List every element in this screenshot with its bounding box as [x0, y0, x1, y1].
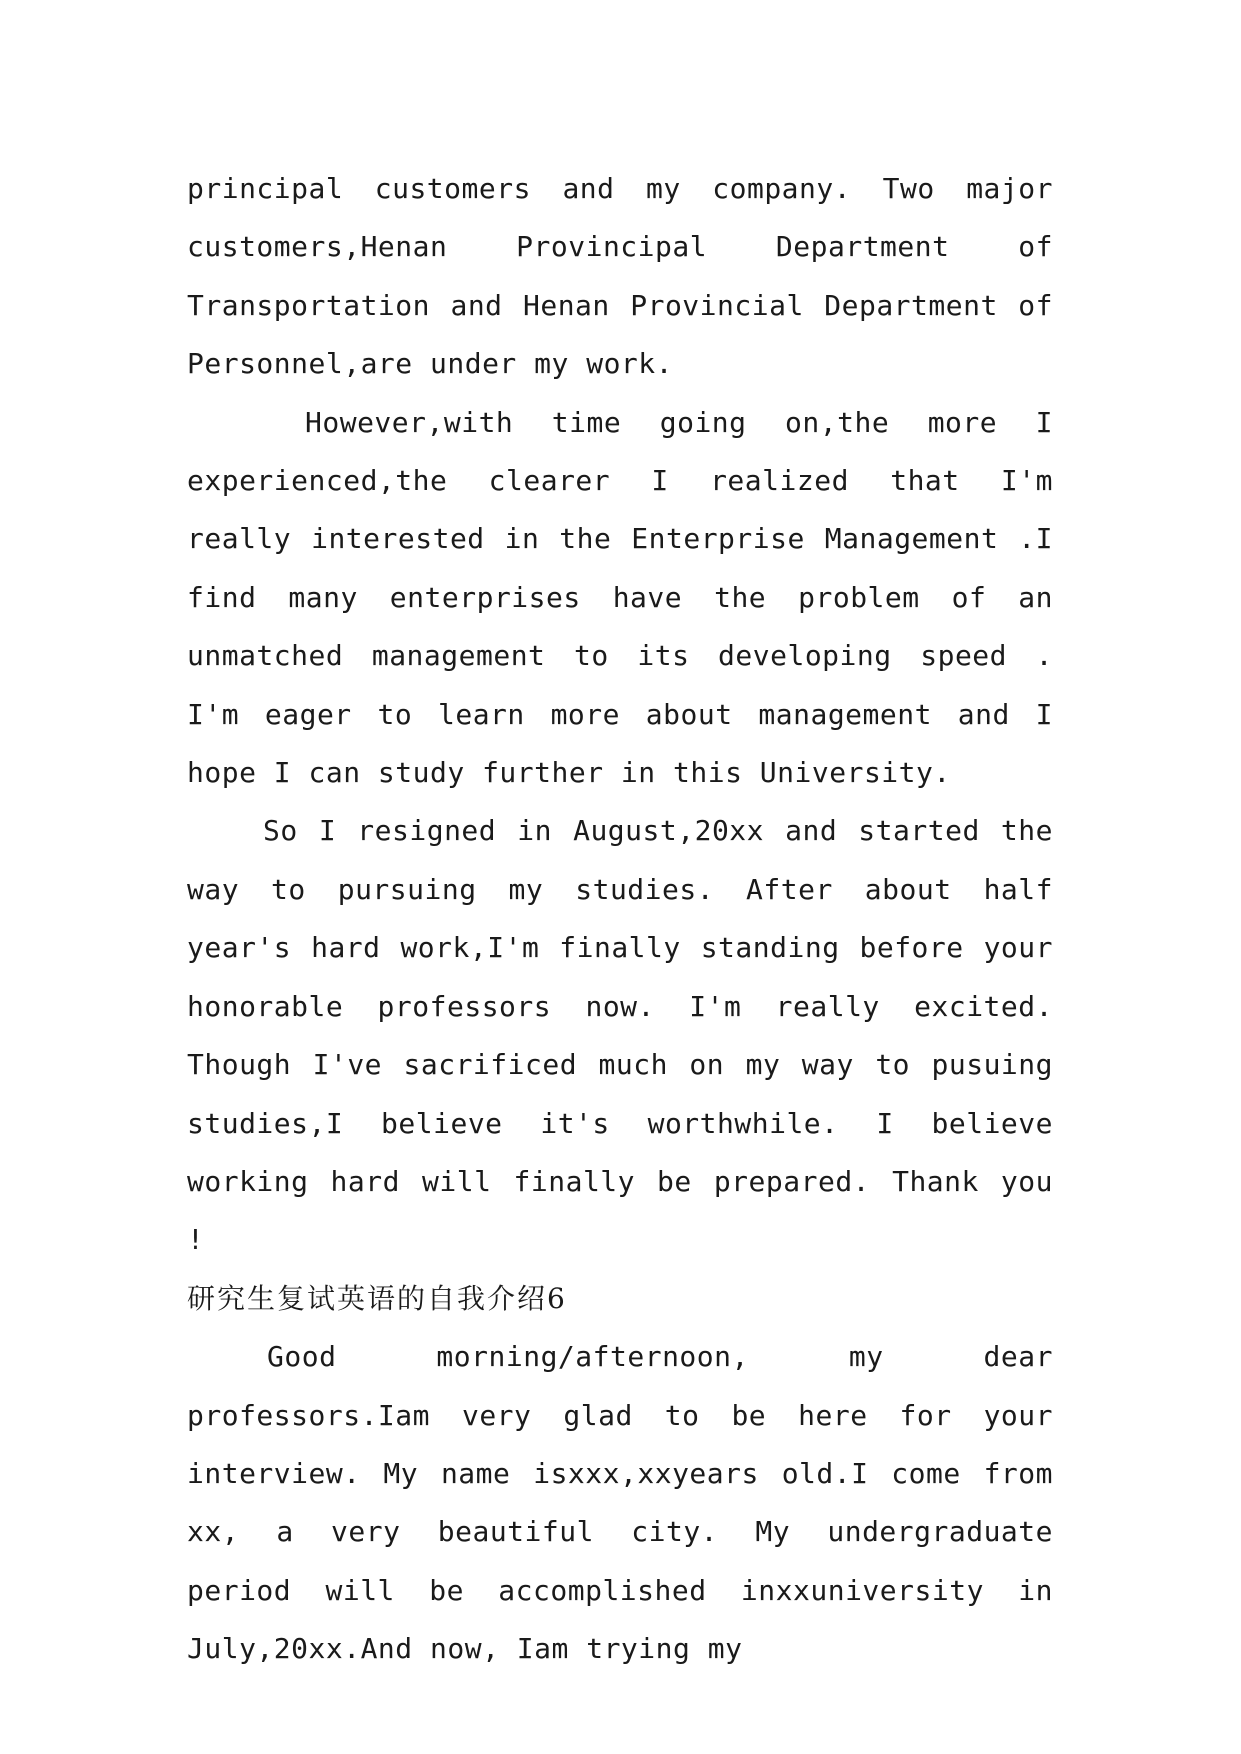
document-body — [187, 160, 1053, 1679]
paragraph-resignation: So I resigned in August,20xx and started the way to pursuing my studies. After about half year's hard work,I'm finally standing before your honorable professors now. I'm really excited. Though I've sacrificed much on my way to pusuing studies,I believe it's worthwhile. I believe working hard will finally be prepared. Thank you ! — [187, 814, 1053, 1257]
section-heading: 研究生复试英语的自我介绍6 — [187, 1281, 567, 1315]
paragraph-self-introduction: Good morning/afternoon, my dear professors.Iam very glad to be here for your interview. My name isxxx,xxyears old.I come from xx, a very beautiful city. My undergraduate period will be accomplished inxxuniversity in July,20xx.And now, Iam trying my — [187, 1340, 1053, 1666]
paragraph-enterprise-management: However,with time going on,the more I experienced,the clearer I realized that I'm really interested in the Enterprise Management .I find many enterprises have the problem of an unmatched management to its developing speed . I'm eager to learn more about management and I hope I can study further in this University. — [187, 405, 1053, 790]
paragraph-continuation: principal customers and my company. Two major customers,Henan Provincipal Department of Transportation and Henan Provincial Department of Personnel,are under my work. — [187, 172, 1053, 381]
